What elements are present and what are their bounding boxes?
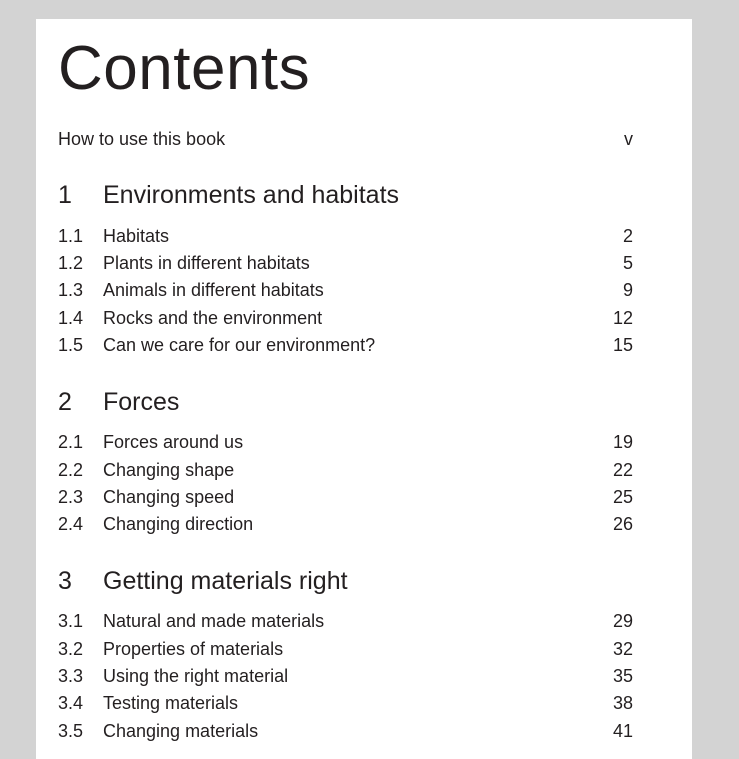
section-number: 3.2	[58, 638, 84, 659]
section-title: Plants in different habitats	[103, 253, 310, 274]
section-title: Habitats	[103, 225, 170, 246]
section-title: Natural and made materials	[103, 611, 325, 632]
section-page: 35	[612, 666, 633, 687]
document-page	[36, 19, 692, 759]
chapter-number: 2	[58, 387, 72, 416]
section-page: 25	[612, 486, 633, 507]
toc-entry-intro[interactable]	[58, 126, 633, 153]
toc-entry[interactable]	[58, 332, 633, 359]
section-page: 12	[612, 307, 633, 328]
section-page: 26	[612, 514, 633, 535]
section-title: Can we care for our environment?	[103, 334, 376, 355]
toc-entry[interactable]	[58, 484, 633, 511]
chapter-heading[interactable]	[58, 385, 633, 419]
section-page: 9	[622, 280, 633, 301]
section-number: 1.2	[58, 253, 84, 274]
section-title: Changing speed	[103, 486, 235, 507]
toc-entry[interactable]	[58, 636, 633, 663]
toc-entry-title: How to use this book	[58, 128, 226, 149]
chapter-heading[interactable]	[58, 178, 633, 212]
section-page: 38	[612, 693, 633, 714]
chapter-number: 1	[58, 181, 72, 210]
section-title: Animals in different habitats	[103, 280, 324, 301]
toc-entry-page: v	[624, 128, 633, 149]
chapter-number: 3	[58, 566, 72, 595]
section-number: 3.5	[58, 720, 84, 741]
section-number: 1.5	[58, 334, 84, 355]
toc-entry[interactable]	[58, 457, 633, 484]
toc-entry[interactable]	[58, 511, 633, 538]
section-number: 2.3	[58, 486, 84, 507]
section-title: Forces around us	[103, 432, 244, 453]
section-number: 1.1	[58, 225, 84, 246]
toc-entry[interactable]	[58, 223, 633, 250]
toc-entry[interactable]	[58, 277, 633, 304]
section-page: 15	[612, 334, 633, 355]
section-title: Changing materials	[103, 720, 259, 741]
toc-entry[interactable]	[58, 690, 633, 717]
section-number: 2.2	[58, 459, 84, 480]
toc-entry[interactable]	[58, 429, 633, 456]
section-page: 41	[612, 720, 633, 741]
chapter-title: Environments and habitats	[103, 181, 400, 210]
section-number: 2.4	[58, 514, 84, 535]
page-title: Contents	[58, 34, 311, 103]
toc-entry[interactable]	[58, 305, 633, 332]
section-page: 32	[612, 638, 633, 659]
section-page: 22	[612, 459, 633, 480]
section-page: 29	[612, 611, 633, 632]
section-page: 19	[612, 432, 633, 453]
section-page: 2	[622, 225, 633, 246]
section-title: Properties of materials	[103, 638, 284, 659]
section-title: Rocks and the environment	[103, 307, 323, 328]
section-title: Using the right material	[103, 666, 289, 687]
chapter-title: Getting materials right	[103, 566, 348, 595]
table-of-contents	[58, 126, 633, 745]
chapter-heading[interactable]	[58, 564, 633, 598]
section-number: 3.4	[58, 693, 84, 714]
toc-entry[interactable]	[58, 608, 633, 635]
toc-entry[interactable]	[58, 718, 633, 745]
section-number: 3.1	[58, 611, 84, 632]
section-number: 1.4	[58, 307, 84, 328]
section-number: 2.1	[58, 432, 84, 453]
chapter-title: Forces	[103, 387, 180, 416]
section-title: Changing direction	[103, 514, 254, 535]
section-title: Changing shape	[103, 459, 235, 480]
section-title: Testing materials	[103, 693, 239, 714]
section-page: 5	[622, 253, 633, 274]
section-number: 3.3	[58, 666, 84, 687]
section-number: 1.3	[58, 280, 84, 301]
toc-entry[interactable]	[58, 663, 633, 690]
toc-entry[interactable]	[58, 250, 633, 277]
